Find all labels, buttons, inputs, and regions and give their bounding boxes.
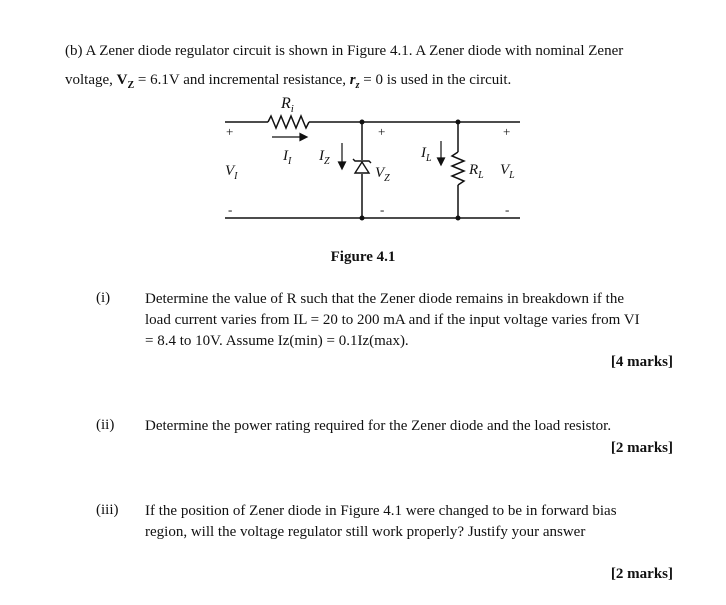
question-number-ii: (ii) <box>96 417 115 433</box>
minus-vl: - <box>505 202 510 217</box>
label-vl: $V_L$ <box>500 162 515 181</box>
iz-arrowhead-icon <box>339 162 346 169</box>
minus-vi: - <box>228 202 233 217</box>
intro-line-2-c: = 0 is used in the circuit. <box>359 72 512 88</box>
question-ii-marks: [2 marks] <box>610 440 673 456</box>
label-ii: $I_I$ <box>283 148 292 167</box>
rz-subscript: z <box>355 80 360 91</box>
label-rl: $R_L$ <box>469 162 484 181</box>
intro-line-2-b: = 6.1V and incremental resistance, <box>134 72 350 88</box>
label-iz: $I_Z$ <box>319 148 330 167</box>
il-arrowhead-icon <box>438 158 445 165</box>
figure-caption: Figure 4.1 <box>330 249 396 265</box>
minus-vz: - <box>380 202 385 217</box>
ii-arrowhead-icon <box>300 134 307 141</box>
question-i-text <box>145 289 675 352</box>
intro-prefix: (b) <box>65 43 83 59</box>
zener-diode-icon <box>353 159 371 173</box>
question-i-line-1: Determine the value of R such that the Zener diode remains in breakdown if the <box>145 291 625 307</box>
junction-dot-bottom-left <box>360 216 365 221</box>
label-vi: $V_I$ <box>225 163 238 182</box>
question-iii-line-1: If the position of Zener diode in Figure 4.1 were changed to be in forward bias <box>145 503 617 519</box>
question-iii-text <box>145 501 675 543</box>
question-i-line-2: load current varies from IL = 20 to 200 mA and if the input voltage varies from VI <box>145 312 640 328</box>
question-i-line-3: = 8.4 to 10V. Assume Iz(min) = 0.1Iz(max). <box>145 333 409 349</box>
question-i-marks: [4 marks] <box>610 354 673 370</box>
junction-dot-top-right <box>456 120 461 125</box>
label-il: $I_L$ <box>421 145 432 164</box>
plus-vl: + <box>503 124 511 139</box>
question-number-i: (i) <box>96 290 111 306</box>
intro-line-1-text: A Zener diode regulator circuit is shown in Figure 4.1. A Zener diode with nominal Zener <box>85 43 624 59</box>
vz-subscript: Z <box>127 80 135 91</box>
resistor-ri <box>268 116 309 128</box>
question-ii-line-1: Determine the power rating required for the Zener diode and the load resistor. <box>145 418 612 434</box>
label-vz: $V_Z$ <box>375 165 390 184</box>
intro-line-2-a: voltage, <box>65 72 117 88</box>
resistor-rl <box>452 152 464 185</box>
question-number-iii: (iii) <box>96 502 119 518</box>
question-iii-line-2: region, will the voltage regulator still work properly? Justify your answer <box>145 524 586 540</box>
plus-vz: + <box>378 124 386 139</box>
vz-symbol: V <box>116 72 128 88</box>
junction-dot-top-left <box>360 120 365 125</box>
label-ri: $R_i$ <box>281 95 294 115</box>
plus-vi: + <box>226 124 234 139</box>
rz-symbol: r <box>349 72 356 88</box>
question-iii-marks: [2 marks] <box>610 566 673 582</box>
junction-dot-bottom-right <box>456 216 461 221</box>
zener-regulator-circuit <box>0 0 726 260</box>
question-ii-text <box>145 416 675 437</box>
